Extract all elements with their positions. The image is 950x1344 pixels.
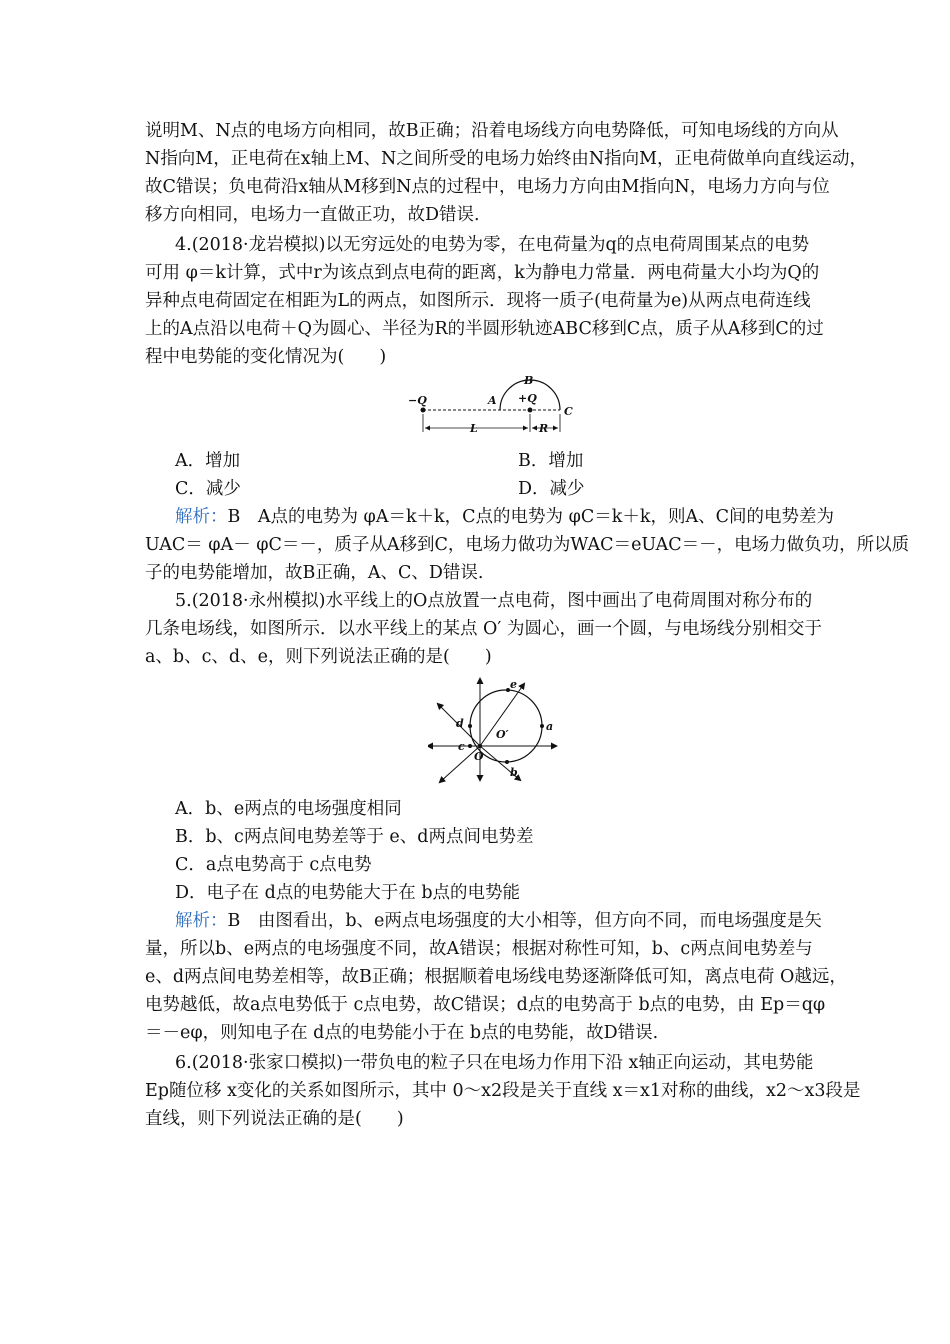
q4-answer-line: UAC＝ φA－ φC＝－，质子从A移到C，电场力做功为WAC＝eUAC＝－，电场力做负功，所以质: [145, 535, 910, 555]
q4-option-a: A．增加: [175, 451, 241, 471]
q5-answer-line: 量，所以b、e两点的电场强度不同，故A错误；根据对称性可知，b、c两点间电势差与: [145, 939, 813, 959]
q5-option-d: D．电子在 d点的电势能大于在 b点的电势能: [175, 883, 521, 903]
q6-stem-line: 6.(2018·张家口模拟)一带负电的粒子只在电场力作用下沿 x轴正向运动，其电势能: [175, 1053, 814, 1073]
q4-answer-line: 子的电势能增加，故B正确，A、C、D错误.: [145, 563, 484, 583]
label-pos-q: +Q: [518, 392, 537, 405]
q6-stem-line: 直线，则下列说法正确的是( ): [145, 1109, 404, 1129]
text-line: 故C错误；负电荷沿x轴从M移到N点的过程中，电场力方向由M指向N，电场力方向与位: [145, 177, 830, 197]
label-r: R: [539, 422, 549, 435]
q5-answer-line: e、d两点间电势差相等，故B正确；根据顺着电场线电势逐渐降低可知，离点电荷 O越远，: [145, 967, 847, 987]
q4-option-d: D．减少: [518, 479, 585, 499]
label-a: a: [546, 720, 554, 733]
q5-answer-line: 电势越低，故a点电势低于 c点电势，故C错误；d点的电势高于 b点的电势，由 Ep＝qφ: [145, 995, 826, 1015]
q4-stem-line: 上的A点沿以电荷＋Q为圆心、半径为R的半圆形轨迹ABC移到C点，质子从A移到C的过: [145, 319, 824, 339]
text-line: 说明M、N点的电场方向相同，故B正确；沿着电场线方向电势降低，可知电场线的方向从: [145, 121, 839, 141]
answer-text: B 由图看出，b、e两点电场强度的大小相等，但方向不同，而电场强度是矢: [227, 911, 822, 931]
q4-stem-line: 可用 φ＝k计算，式中r为该点到点电荷的距离，k为静电力常量．两电荷量大小均为Q的: [145, 263, 820, 283]
label-d: d: [456, 717, 464, 730]
q5-option-b: B．b、c两点间电势差等于 e、d两点间电势差: [175, 827, 534, 847]
q4-stem-line: 程中电势能的变化情况为( ): [145, 347, 387, 367]
q5-stem-line: 5.(2018·永州模拟)水平线上的O点放置一点电荷，图中画出了电荷周围对称分布的: [175, 591, 813, 611]
label-c: c: [458, 740, 465, 753]
q4-stem-line: 4.(2018·龙岩模拟)以无穷远处的电势为零，在电荷量为q的点电荷周围某点的电势: [175, 235, 810, 255]
q5-answer-line: [175, 908, 840, 934]
answer-label: 解析：: [175, 507, 228, 527]
label-o-prime: O′: [496, 728, 509, 741]
label-o: O: [474, 750, 484, 763]
text-line: 移方向相同，电场力一直做正功，故D错误.: [145, 205, 480, 225]
answer-text: B A点的电势为 φA＝k＋k，C点的电势为 φC＝k＋k，则A、C间的电势差为: [227, 507, 834, 527]
q5-stem-line: a、b、c、d、e，则下列说法正确的是( ): [145, 647, 492, 667]
label-e: e: [510, 678, 517, 691]
label-b: B: [524, 374, 534, 387]
label-l: L: [470, 422, 478, 435]
label-a: A: [488, 394, 497, 407]
text-line: N指向M，正电荷在x轴上M、N之间所受的电场力始终由N指向M，正电荷做单向直线运动，: [145, 149, 868, 169]
negative-charge: [421, 408, 426, 413]
label-neg-q: −Q: [408, 394, 427, 407]
label-c: C: [564, 405, 573, 418]
q5-option-c: C．a点电势高于 c点电势: [175, 855, 372, 875]
q4-stem-line: 异种点电荷固定在相距为L的两点，如图所示．现将一质子(电荷量为e)从两点电荷连线: [145, 291, 811, 311]
label-b: b: [510, 766, 518, 779]
q5-answer-line: ＝－eφ，则知电子在 d点的电势能小于在 b点的电势能，故D错误.: [145, 1023, 659, 1043]
q4-option-c: C．减少: [175, 479, 241, 499]
positive-charge: [528, 408, 533, 413]
q6-stem-line: Ep随位移 x变化的关系如图所示，其中 0～x2段是关于直线 x＝x1对称的曲线，x2～x3段是: [145, 1081, 861, 1101]
q4-option-b: B．增加: [518, 451, 584, 471]
q5-option-a: A．b、e两点的电场强度相同: [175, 799, 402, 819]
q4-figure: [400, 370, 590, 442]
q5-stem-line: 几条电场线，如图所示．以水平线上的某点 O′ 为圆心，画一个圆，与电场线分别相交于: [145, 619, 822, 639]
q4-answer-line: [175, 504, 840, 530]
q5-figure: [428, 674, 560, 784]
point-charge-o: [478, 744, 482, 748]
answer-label: 解析：: [175, 911, 228, 931]
